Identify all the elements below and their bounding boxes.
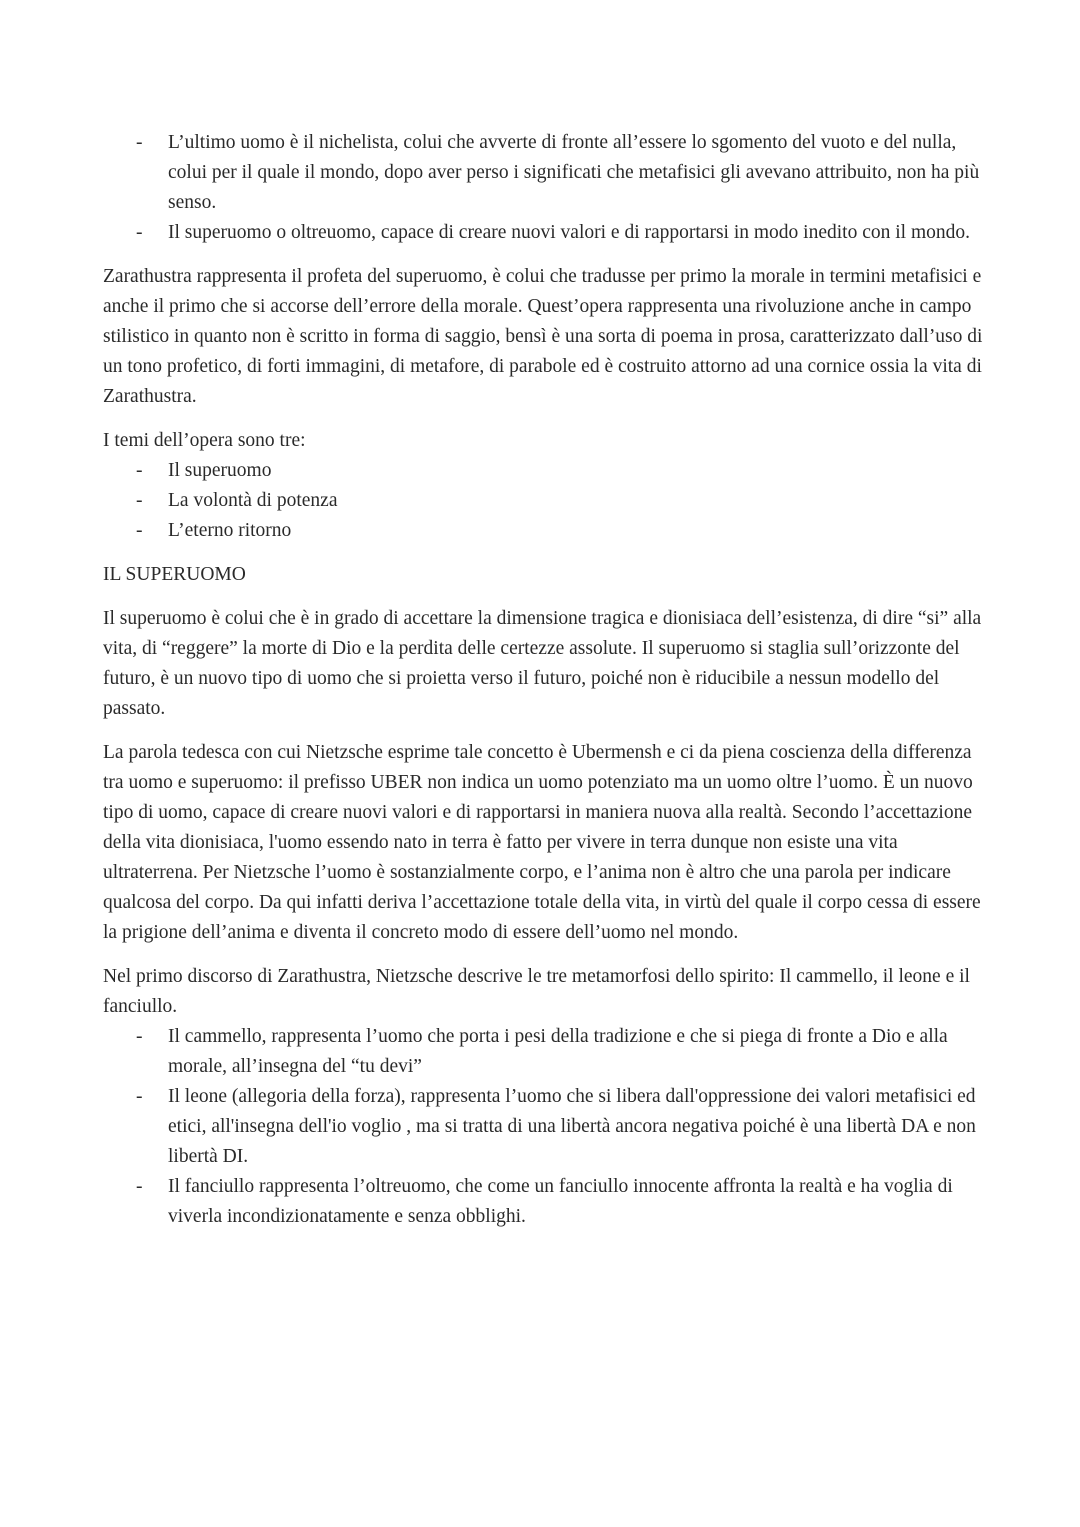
paragraph-superuomo-2: La parola tedesca con cui Nietzsche esprime tale concetto è Ubermensh e ci da piena coscienza della differenza tra uomo e superuomo: il prefisso UBER non indica un uomo potenziato ma un uomo oltre l’uomo. È un nuovo tipo di uomo, capace di creare nuovi valori e di rapportarsi in maniera nuova alla realtà. Secondo l’accettazione della vita dionisiaca, l'uomo essendo nato in terra è fatto per vivere in terra dunque non esiste una vita ultraterrena. Per Nietzsche l’uomo è sostanzialmente corpo, e l’anima non è altro che una parola per indicare qualcosa del corpo. Da qui infatti deriva l’accettazione totale della vita, in virtù del quale il corpo cessa di essere la prigione dell’anima e diventa il concreto modo di essere dell’uomo nel mondo. [103, 742, 981, 943]
list-item: - Il superuomo [168, 456, 983, 486]
list-item: - L’eterno ritorno [168, 516, 983, 546]
themes-list [103, 456, 983, 546]
paragraph-superuomo-1: Il superuomo è colui che è in grado di accettare la dimensione tragica e dionisiaca dell’esistenza, di dire “si” alla vita, di “reggere” la morte di Dio e la perdita delle certezze assolute. Il superuomo si staglia sull’orizzonte del futuro, è un nuovo tipo di uomo che si proietta verso il futuro, poiché non è riducibile a nessun modello del passato. [103, 608, 982, 719]
paragraph-metamorfosi: Nel primo discorso di Zarathustra, Nietzsche descrive le tre metamorfosi dello spirito: Il cammello, il leone e il fanciullo. [103, 966, 970, 1017]
list-item: - Il superuomo o oltreuomo, capace di creare nuovi valori e di rapportarsi in modo inedito con il mondo. [168, 218, 983, 248]
list-item: - La volontà di potenza [168, 486, 983, 516]
list-item: - L’ultimo uomo è il nichelista, colui che avverte di fronte all’essere lo sgomento del vuoto e del nulla, colui per il quale il mondo, dopo aver perso i significati che metafisici gli avevano attribuito, non ha più senso. [168, 128, 983, 218]
metamorfosi-list [103, 1022, 983, 1232]
themes-intro: I temi dell’opera sono tre: [103, 430, 306, 451]
intro-list [103, 128, 983, 248]
document-page [103, 128, 983, 1232]
section-heading: IL SUPERUOMO [103, 564, 246, 585]
list-item: - Il fanciullo rappresenta l’oltreuomo, che come un fanciullo innocente affronta la realtà e ha voglia di viverla incondizionatamente e senza obblighi. [168, 1172, 983, 1232]
paragraph-zarathustra: Zarathustra rappresenta il profeta del superuomo, è colui che tradusse per primo la morale in termini metafisici e anche il primo che si accorse dell’errore della morale. Quest’opera rappresenta una rivoluzione anche in campo stilistico in quanto non è scritto in forma di saggio, bensì è una sorta di poema in prosa, caratterizzato dall’uso di un tono profetico, di forti immagini, di metafore, di parabole ed è costruito attorno ad una cornice ossia la vita di Zarathustra. [103, 266, 983, 407]
list-item: - Il cammello, rappresenta l’uomo che porta i pesi della tradizione e che si piega di fronte a Dio e alla morale, all’insegna del “tu devi” [168, 1022, 983, 1082]
list-item: - Il leone (allegoria della forza), rappresenta l’uomo che si libera dall'oppressione dei valori metafisici ed etici, all'insegna dell'io voglio , ma si tratta di una libertà ancora negativa poiché è una libertà DA e non libertà DI. [168, 1082, 983, 1172]
